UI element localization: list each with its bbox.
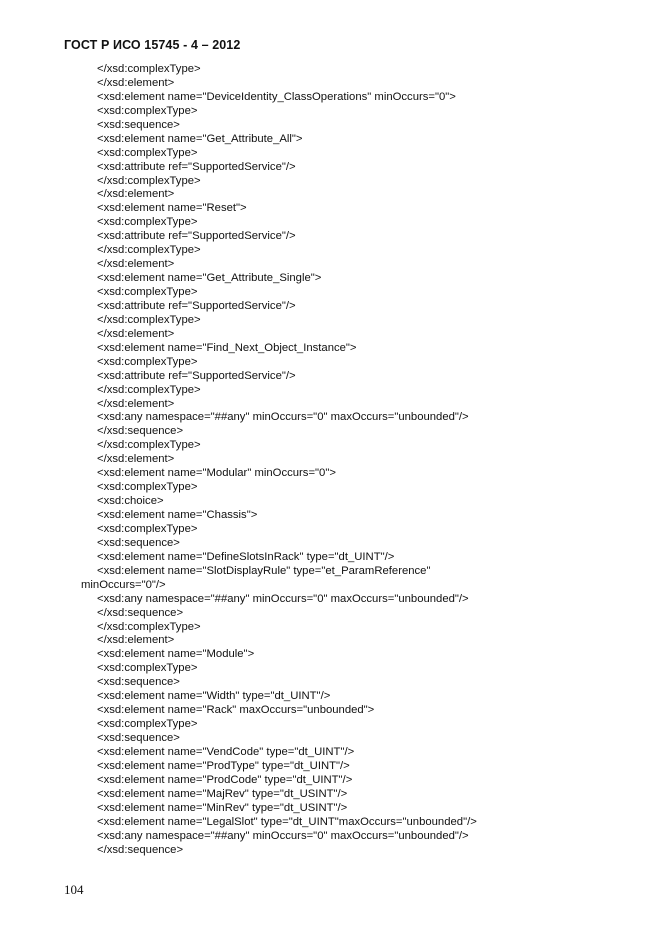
code-line: <xsd:element name="LegalSlot" type="dt_UINT"maxOccurs="unbounded"/> xyxy=(97,815,477,828)
code-line: </xsd:element> xyxy=(97,634,175,647)
code-line: <xsd:element name="ProdCode" type="dt_UINT"/> xyxy=(97,773,353,786)
code-line: </xsd:sequence> xyxy=(97,425,184,438)
code-line: <xsd:element name="SlotDisplayRule" type="et_ParamReference" xyxy=(97,564,431,577)
code-line: <xsd:element name="Rack" maxOccurs="unbounded"> xyxy=(97,704,375,717)
code-line: <xsd:complexType> xyxy=(97,286,198,298)
code-line: <xsd:complexType> xyxy=(97,481,198,494)
code-line: </xsd:element> xyxy=(97,453,175,466)
code-line: <xsd:attribute ref="SupportedService"/> xyxy=(97,230,296,243)
page-number: 104 xyxy=(64,882,84,897)
code-line: </xsd:element> xyxy=(97,76,175,89)
code-line: minOccurs="0"/> xyxy=(81,578,166,591)
code-line: <xsd:element name="Chassis"> xyxy=(97,509,258,521)
code-line: <xsd:element name="DeviceIdentity_ClassOperations" minOccurs="0"> xyxy=(97,90,456,103)
code-line: <xsd:element name="Width" type="dt_UINT"/> xyxy=(97,690,331,703)
code-line: <xsd:element name="MinRev" type="dt_USINT"/> xyxy=(97,801,348,814)
code-line: </xsd:complexType> xyxy=(97,63,201,75)
code-line: </xsd:complexType> xyxy=(97,620,201,633)
code-line: </xsd:sequence> xyxy=(97,843,184,856)
code-line: </xsd:element> xyxy=(97,327,175,340)
code-line: <xsd:complexType> xyxy=(97,718,198,731)
code-line: <xsd:sequence> xyxy=(97,118,180,131)
code-line: <xsd:sequence> xyxy=(97,732,180,744)
code-line: </xsd:sequence> xyxy=(97,606,184,619)
code-line: <xsd:element name="VendCode" type="dt_UINT"/> xyxy=(97,745,355,758)
code-line: <xsd:any namespace="##any" minOccurs="0" maxOccurs="unbounded"/> xyxy=(97,411,469,424)
code-line: </xsd:element> xyxy=(97,397,175,410)
code-line: <xsd:complexType> xyxy=(97,146,198,159)
page-header-title: ГОСТ Р ИСО 15745 - 4 – 2012 xyxy=(64,38,241,52)
code-line: <xsd:choice> xyxy=(97,495,164,508)
code-line: <xsd:any namespace="##any" minOccurs="0" maxOccurs="unbounded"/> xyxy=(97,829,469,842)
code-line: </xsd:complexType> xyxy=(97,174,201,187)
code-line: </xsd:complexType> xyxy=(97,313,201,326)
code-line: <xsd:element name="Reset"> xyxy=(97,202,247,215)
code-line: <xsd:sequence> xyxy=(97,536,180,549)
code-line: <xsd:element name="Modular" minOccurs="0"> xyxy=(97,467,336,480)
xsd-code-listing xyxy=(81,63,617,857)
code-line: </xsd:complexType> xyxy=(97,439,201,452)
code-line: <xsd:attribute ref="SupportedService"/> xyxy=(97,369,296,382)
code-line: </xsd:element> xyxy=(97,258,175,271)
code-line: <xsd:element name="ProdType" type="dt_UINT"/> xyxy=(97,759,350,772)
code-line: <xsd:element name="Get_Attribute_All"> xyxy=(97,132,303,145)
code-line: </xsd:complexType> xyxy=(97,244,201,257)
code-line: <xsd:attribute ref="SupportedService"/> xyxy=(97,160,296,173)
code-line: </xsd:element> xyxy=(97,188,175,201)
code-line: <xsd:any namespace="##any" minOccurs="0" maxOccurs="unbounded"/> xyxy=(97,592,469,605)
code-line: <xsd:element name="Module"> xyxy=(97,648,255,661)
code-line: <xsd:element name="Get_Attribute_Single"> xyxy=(97,272,322,285)
code-line: <xsd:element name="Find_Next_Object_Instance"> xyxy=(97,341,357,354)
code-line: <xsd:complexType> xyxy=(97,662,198,675)
code-line: <xsd:complexType> xyxy=(97,355,198,368)
code-line: <xsd:complexType> xyxy=(97,522,198,535)
code-line: </xsd:complexType> xyxy=(97,383,201,396)
code-line: <xsd:complexType> xyxy=(97,216,198,229)
code-line: <xsd:complexType> xyxy=(97,104,198,117)
code-line: <xsd:sequence> xyxy=(97,676,180,689)
code-line: <xsd:attribute ref="SupportedService"/> xyxy=(97,299,296,312)
code-line: <xsd:element name="MajRev" type="dt_USINT"/> xyxy=(97,787,348,800)
code-line: <xsd:element name="DefineSlotsInRack" type="dt_UINT"/> xyxy=(97,550,395,563)
